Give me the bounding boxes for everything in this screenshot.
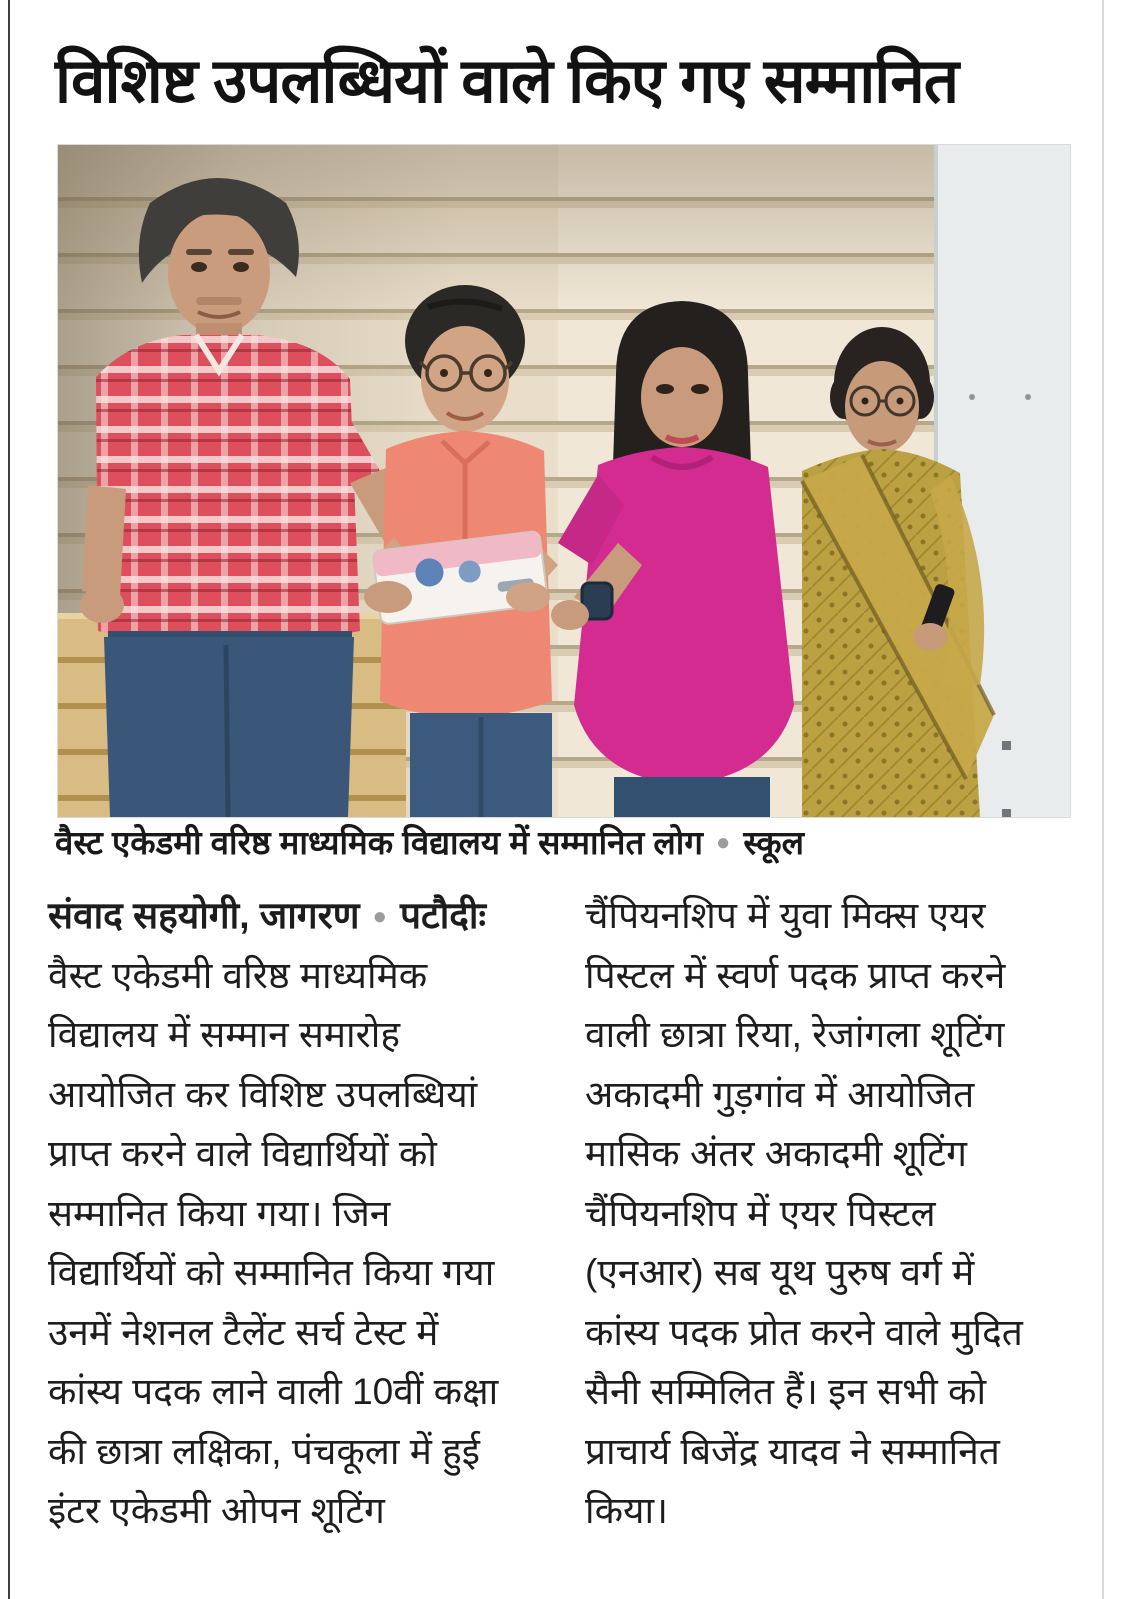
article-line: प्राचार्य बिजेंद्र यादव ने सम्मानित (585, 1430, 1000, 1472)
byline-dateline: पटौदीः (400, 895, 486, 936)
photo-caption (55, 820, 1067, 866)
article-line: प्राप्त करने वाले विद्यार्थियों को (48, 1133, 437, 1174)
headline: विशिष्ट उपलब्धियों वाले किए गए सम्मानित (55, 47, 959, 116)
article-line: विद्यालय में सम्मान समारोह (48, 1014, 400, 1055)
article-line: चैंपियनशिप में एयर पिस्टल (585, 1192, 936, 1234)
caption-bullet-icon: ● (715, 829, 731, 856)
article-line: वैस्ट एकेडमी वरिष्ठ माध्यमिक (48, 954, 428, 996)
article-line: इंटर एकेडमी ओपन शूटिंग (48, 1490, 385, 1531)
article-column-1 (48, 886, 548, 1541)
byline (48, 886, 548, 946)
photo-caption-credit: स्कूल (743, 824, 804, 861)
right-border-rule (1102, 0, 1104, 1599)
article-line: (एनआर) सब यूथ पुरुष वर्ग में (585, 1252, 975, 1293)
article-line: सैनी सम्मिलित हैं। इन सभी को (585, 1371, 987, 1412)
left-border-rule (8, 0, 10, 1599)
article-line: की छात्रा लक्षिका, पंचकूला में हुई (48, 1430, 480, 1472)
article-column-2 (585, 886, 1085, 1541)
article-line: सम्मानित किया गया। जिन (48, 1192, 391, 1234)
article-photo (58, 145, 1070, 817)
article-line: विद्यार्थियों को सम्मानित किया गया (48, 1252, 495, 1293)
photo-caption-text: वैस्ट एकेडमी वरिष्ठ माध्यमिक विद्यालय में सम्मानित लोग (55, 824, 703, 861)
article-line: कांस्य पदक लाने वाली 10वीं कक्षा (48, 1371, 499, 1412)
photo-illustration (58, 145, 1070, 817)
byline-bullet-icon: ● (372, 903, 388, 930)
byline-reporter: संवाद सहयोगी, जागरण (48, 895, 360, 936)
article-line: चैंपियनशिप में युवा मिक्स एयर (585, 895, 986, 936)
article-line: उनमें नेशनल टैलेंट सर्च टेस्ट में (48, 1311, 439, 1353)
article-line: मासिक अंतर अकादमी शूटिंग (585, 1133, 967, 1174)
article-line: पिस्टल में स्वर्ण पदक प्राप्त करने (585, 954, 1006, 996)
article-line: किया। (585, 1490, 669, 1531)
article-line: अकादमी गुड़गांव में आयोजित (585, 1073, 975, 1115)
article-line: कांस्य पदक प्रोत करने वाले मुदित (585, 1311, 1023, 1353)
article-line: वाली छात्रा रिया, रेजांगला शूटिंग (585, 1014, 1005, 1055)
article-line: आयोजित कर विशिष्ट उपलब्धियां (48, 1073, 478, 1115)
